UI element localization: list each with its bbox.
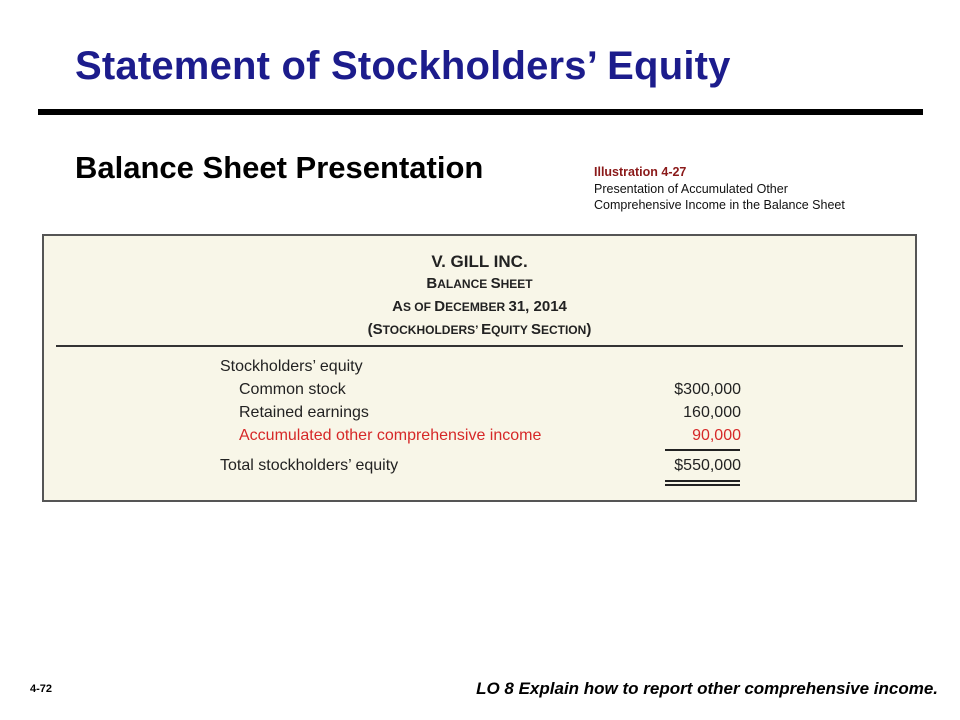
total-double-underline-top <box>665 480 740 482</box>
illustration-caption <box>594 164 845 214</box>
subtotal-underline <box>665 449 740 451</box>
row-value-aoci: 90,000 <box>692 427 741 444</box>
statement-title: BALANCE SHEET <box>426 275 533 292</box>
statement-date: AS OF DECEMBER 31, 2014 <box>392 298 567 315</box>
slide-title: Statement of Stockholders’ Equity <box>75 44 731 88</box>
row-value-retained-earnings: 160,000 <box>683 404 741 421</box>
illustration-line-2: Comprehensive Income in the Balance Sheet <box>594 198 845 212</box>
title-divider <box>38 109 923 115</box>
slide-subtitle: Balance Sheet Presentation <box>75 150 484 185</box>
total-value: $550,000 <box>674 457 741 474</box>
page-number: 4-72 <box>30 683 53 695</box>
row-value-common-stock: $300,000 <box>674 381 741 398</box>
balance-sheet-panel <box>42 234 917 502</box>
header-divider <box>56 345 903 347</box>
row-label-common-stock: Common stock <box>239 381 346 398</box>
illustration-line-1: Presentation of Accumulated Other <box>594 181 788 196</box>
learning-objective: LO 8 Explain how to report other comprehensive income. <box>476 679 938 698</box>
company-name: V. GILL INC. <box>431 252 528 271</box>
equity-heading: Stockholders’ equity <box>220 358 363 375</box>
statement-section: (STOCKHOLDERS’ EQUITY SECTION) <box>367 321 592 338</box>
illustration-number: Illustration 4-27 <box>594 165 687 179</box>
total-label: Total stockholders’ equity <box>220 457 399 474</box>
row-label-aoci: Accumulated other comprehensive income <box>239 427 542 444</box>
total-double-underline-bottom <box>665 484 740 486</box>
row-label-retained-earnings: Retained earnings <box>239 404 369 421</box>
